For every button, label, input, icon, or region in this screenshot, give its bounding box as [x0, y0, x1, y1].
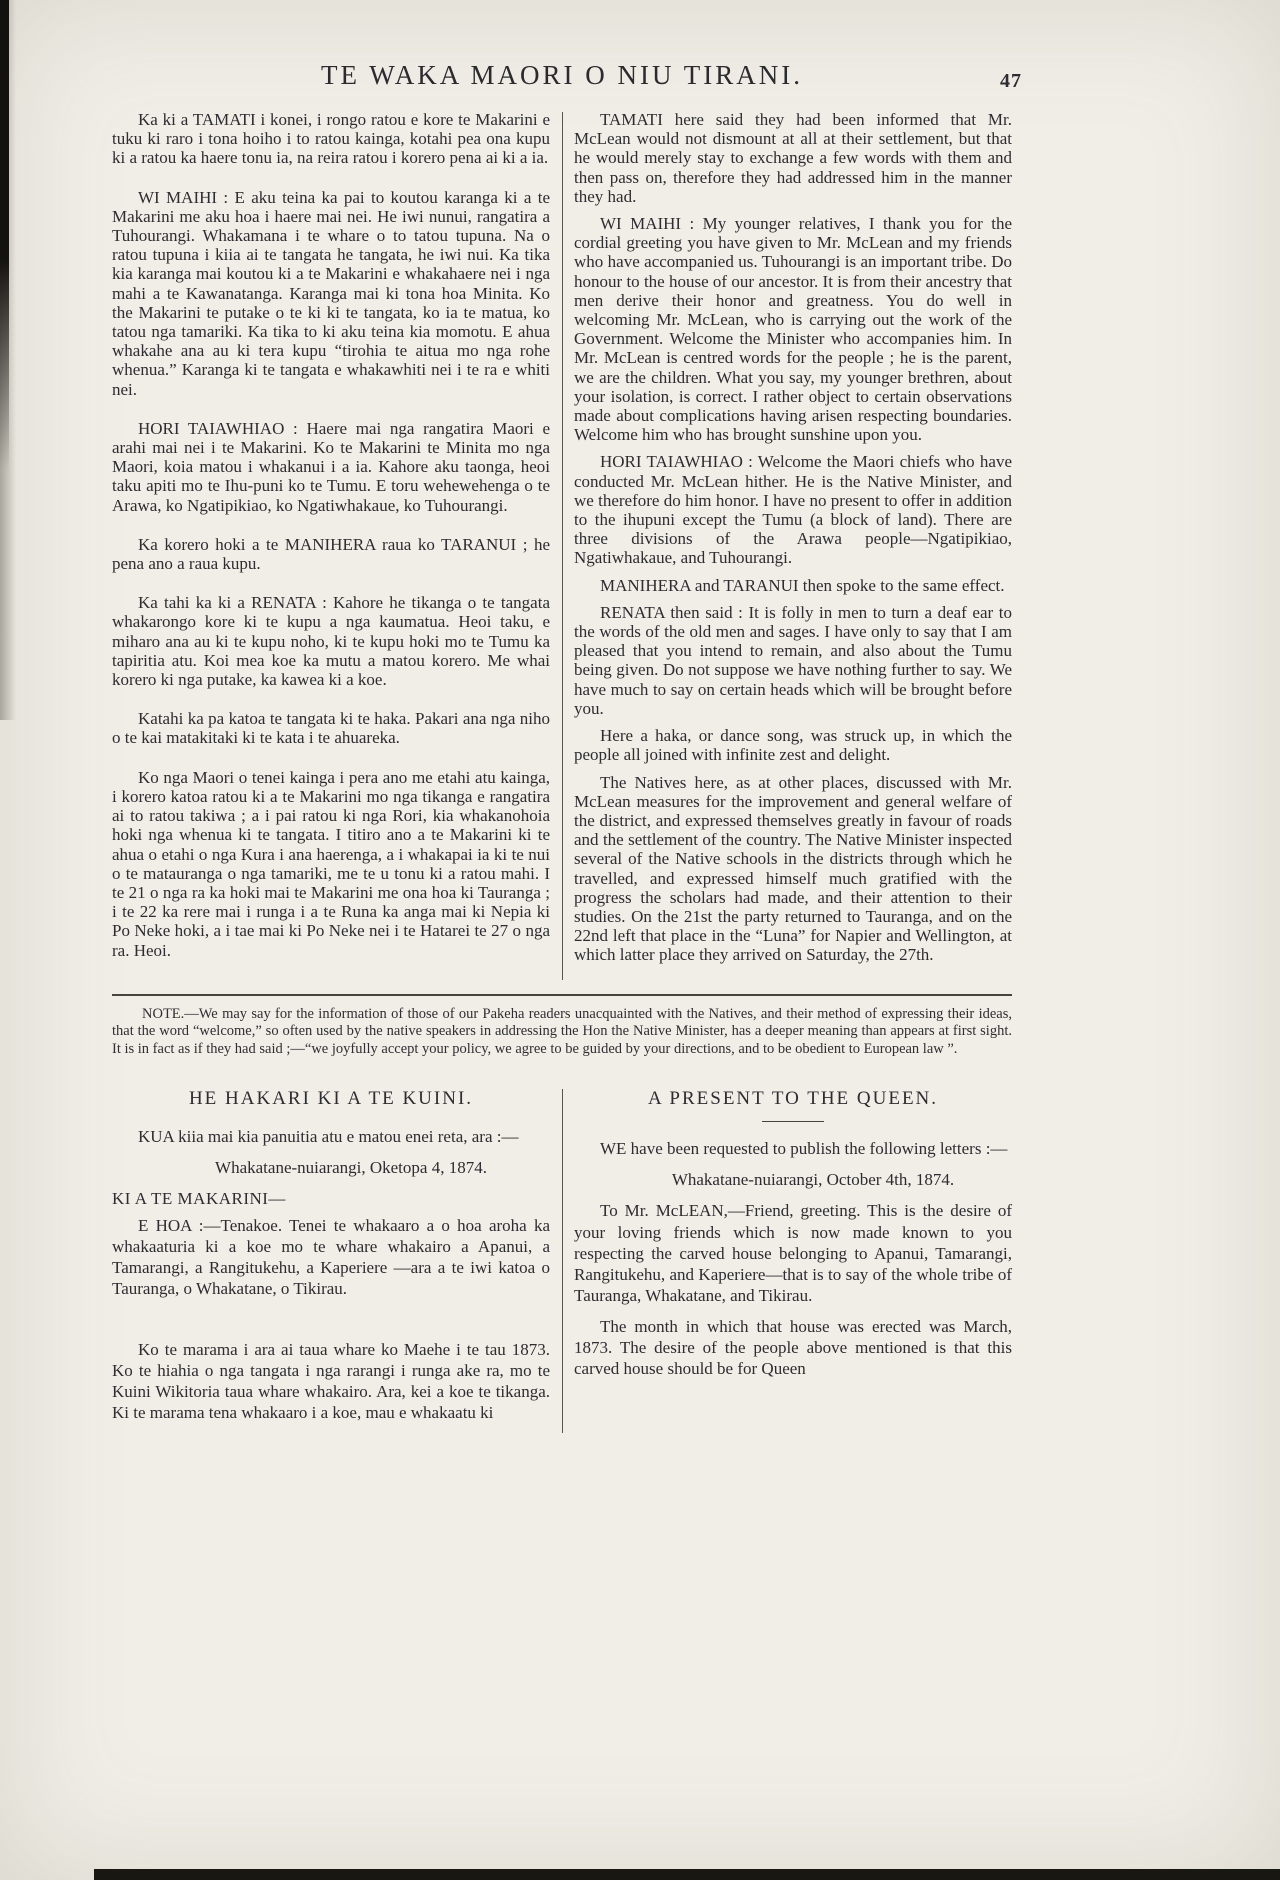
paragraph: KI A TE MAKARINI—: [112, 1189, 286, 1209]
paragraph: KUA kiia mai kia panuitia atu e matou enei reta, ara :—: [138, 1127, 519, 1147]
paragraph: Whakatane-nuiarangi, Oketopa 4, 1874.: [215, 1158, 487, 1178]
maori-column: [112, 110, 550, 980]
column-divider: [562, 112, 563, 980]
paragraph: TAMATI here said they had been informed that Mr. McLean would not dismount at all at their settlement, but that he would merely stay to exchange a few words with them and then pass on, therefore they had addressed him in the manner they had.: [574, 110, 1012, 206]
paragraph: WI MAIHI : E aku teina ka pai to koutou karanga ki a te Makarini me aku hoa i haere mai nei. He iwi nunui, rangatira a Tuhourangi. Whakamana i te whare o to tatou tupuna. Na o ratou tupuna i kiia ai te tangata he tangata, he iwi nui. Ka tika kia karanga mai koutou ki a te Makarini e whakahaere nei i nga mahi a te Kawanatanga. Karanga mai ki tona hoa Minita. Ko the Makarini te putake o te ki ki te tangata, ko ia te matua, ko tatou nga tamariki. Ka tika to ki aku teina kia momotu. E ahua whakahe ana au ki tera kupu “tirohia te aitua mo nga rohe whenua.” Karanga ki te tangata e whakawhiti nei i te ra e whiti nei.: [112, 187, 550, 399]
page-title: TE WAKA MAORI O NIU TIRANI.: [321, 60, 803, 90]
column-divider: [562, 1089, 563, 1433]
english-letter-body: [574, 1138, 1012, 1379]
paragraph: WE have been requested to publish the following letters :—: [600, 1139, 1008, 1159]
heading-dash-rule: [762, 1121, 824, 1122]
paragraph: Here a haka, or dance song, was struck up, in which the people all joined with infinite zest and delight.: [574, 726, 1012, 765]
english-column: [574, 110, 1012, 980]
maori-letter-body: [112, 1126, 550, 1423]
paragraph: Ko nga Maori o tenei kainga i pera ano me etahi atu kainga, i korero katoa ratou ki a te Makarini mo nga tikanga e rangatira ai to ratou takiwa ; a i pai ratou ki nga Rori, kia whakanohoia hoki nga whenua ki te tangata. I titiro ano a te Makarini ki te ahua o etahi o nga Kura i ana haerenga, a i whakapai ia ki te nui o te matauranga o nga tamariki, me te u tonu ki a ratou mahi. I te 21 o nga ra ka hoki mai te Makarini me ona hoa ki Tauranga ; i te 22 ka rere mai i runga i a te Runa ka anga mai ki Nepia ki Po Neke hoki, a i tae mai ki Po Neke nei i te Hatarei te 27 o nga ra. Heoi.: [112, 767, 550, 960]
paragraph: Ka ki a TAMATI i konei, i rongo ratou e kore te Makarini e tuku ki raro i tona hoiho i to ratou kainga, kotahi pea ona kupu ki a ratou ka haere tonu ia, na reira ratou i korero pena ai ki a ia.: [112, 110, 550, 168]
paragraph: RENATA then said : It is folly in men to turn a deaf ear to the words of the old men and sages. I have only to say that I am pleased that you intend to remain, and also about the Tumu being given. Do not suppose we have nothing further to say. We have much to say on certain heads which will be brought before you.: [574, 602, 1012, 718]
paragraph: HORI TAIAWHIAO : Welcome the Maori chiefs who have conducted Mr. McLean hither. He is the Native Minister, and we therefore do him honor. I have no present to offer in addition to the ihupuni except the Tumu (a block of land). There are three divisions of the Arawa people—Ngatipikiao, Ngatiwhakaue, and Tuhourangi.: [574, 452, 1012, 568]
paragraph: The Natives here, as at other places, discussed with Mr. McLean measures for the improvement and general welfare of the district, and expressed themselves greatly in favour of roads and the settlement of the country. The Native Minister inspected several of the Native schools in the districts through which he travelled, and expressed himself much gratified with the progress the scholars had made, and their attention to their studies. On the 21st the party returned to Tauranga, and on the 22nd left that place in the “Luna” for Napier and Wellington, at which latter place they arrived on Saturday, the 27th.: [574, 772, 1012, 965]
note-divider-rule: [112, 994, 1012, 996]
paragraph: Ko te marama i ara ai taua whare ko Maehe i te tau 1873. Ko te hiahia o nga tangata i nga rarangi i runga ake ra, mo te Kuini Wikitoria taua whare whakairo. Ara, kei a koe te tikanga. Ki te marama tena whakaaro i a koe, mau e whakaatu ki: [112, 1339, 550, 1423]
paragraph: The month in which that house was erected was March, 1873. The desire of the people above mentioned is that this carved house should be for Queen: [574, 1316, 1012, 1379]
maori-letter-heading: HE HAKARI KI A TE KUINI.: [188, 1087, 474, 1109]
letters-section: [112, 1087, 1012, 1433]
paragraph: Katahi ka pa katoa te tangata ki te haka. Pakari ana nga niho o te kai matakitaki ki te kata i te ahuareka.: [112, 709, 550, 748]
masthead: [112, 60, 1022, 102]
paragraph: To Mr. McLEAN,—Friend, greeting. This is the desire of your loving friends which is now made known to you respecting the carved house belonging to Apanui, Tamarangi, Rangitukehu, and Kaperiere—that is to say of the whole tribe of Tauranga, Whakatane, and Tikirau.: [574, 1201, 1012, 1305]
paragraph: WI MAIHI : My younger relatives, I thank you for the cordial greeting you have given to Mr. McLean and my friends who have accompanied us. Tuhourangi is an important tribe. Do honour to the house of our ancestor. It is from their ancestry that men derive their honor and greatness. You do well in welcoming Mr. McLean, who is carrying out the work of the Government. Welcome the Minister who accompanies him. In Mr. McLean is centred words for the people ; he is the parent, we are the children. What you say, my younger brethren, about your isolation, is correct. I rather object to certain observations made about complications having arisen respecting boundaries. Welcome him who has brought sunshine upon you.: [574, 214, 1012, 445]
editorial-note: NOTE.—We may say for the information of those of our Pakeha readers unacquainted with the Natives, and their method of expressing their ideas, that the word “welcome,” so often used by the native speakers in addressing the Hon the Native Minister, has a deeper meaning than appears at first sight. It is in fact as if they had said ;—“we joyfully accept your policy, we agree to be guided by your directions, and to be obedient to European law ”.: [112, 1005, 1012, 1058]
english-letter-heading: A PRESENT TO THE QUEEN.: [647, 1087, 939, 1109]
english-letter-column: [574, 1087, 1012, 1433]
paragraph: HORI TAIAWHIAO : Haere mai nga rangatira Maori e arahi mai nei i te Makarini. Ko te Makarini te Minita mo nga Maori, koia matou i whakanui i a ia. Kahore aku taonga, heoi taku apiti mo te Ihu-puni ko te Tumu. E toru wehewehenga o te Arawa, ko Ngatipikiao, ko Ngatiwhakaue, ko Tuhourangi.: [112, 418, 550, 515]
paragraph: Ka tahi ka ki a RENATA : Kahore he tikanga o te tangata whakarongo kore ki te kupu a nga kaumatua. Heoi taku, e miharo ana au ki te kupu noho, ki te kupu hoki mo te Tumu ka tapiritia atu. Koi mea koe ka mutu a matou korero. Me whai korero ki nga putake, ka kawea ki a koe.: [112, 593, 550, 690]
page-number: 47: [1000, 70, 1022, 92]
scan-edge-artifact-bottom: [94, 1869, 1280, 1880]
paragraph: Ka korero hoki a te MANIHERA raua ko TARANUI ; he pena ano a raua kupu.: [112, 534, 550, 574]
scan-edge-artifact-left: [0, 0, 9, 470]
main-article: [112, 110, 1012, 980]
paragraph: Whakatane-nuiarangi, October 4th, 1874.: [671, 1170, 955, 1190]
maori-letter-column: [112, 1087, 550, 1433]
paragraph: E HOA :—Tenakoe. Tenei te whakaaro a o hoa aroha ka whakaaturia ki a koe mo te whare whakairo a Apanui, a Tamarangi, a Rangitukehu, a Kaperiere —ara a te iwi katoa o Tauranga, o Whakatane, o Tikirau.: [112, 1215, 550, 1298]
paragraph: MANIHERA and TARANUI then spoke to the same effect.: [600, 575, 1005, 595]
